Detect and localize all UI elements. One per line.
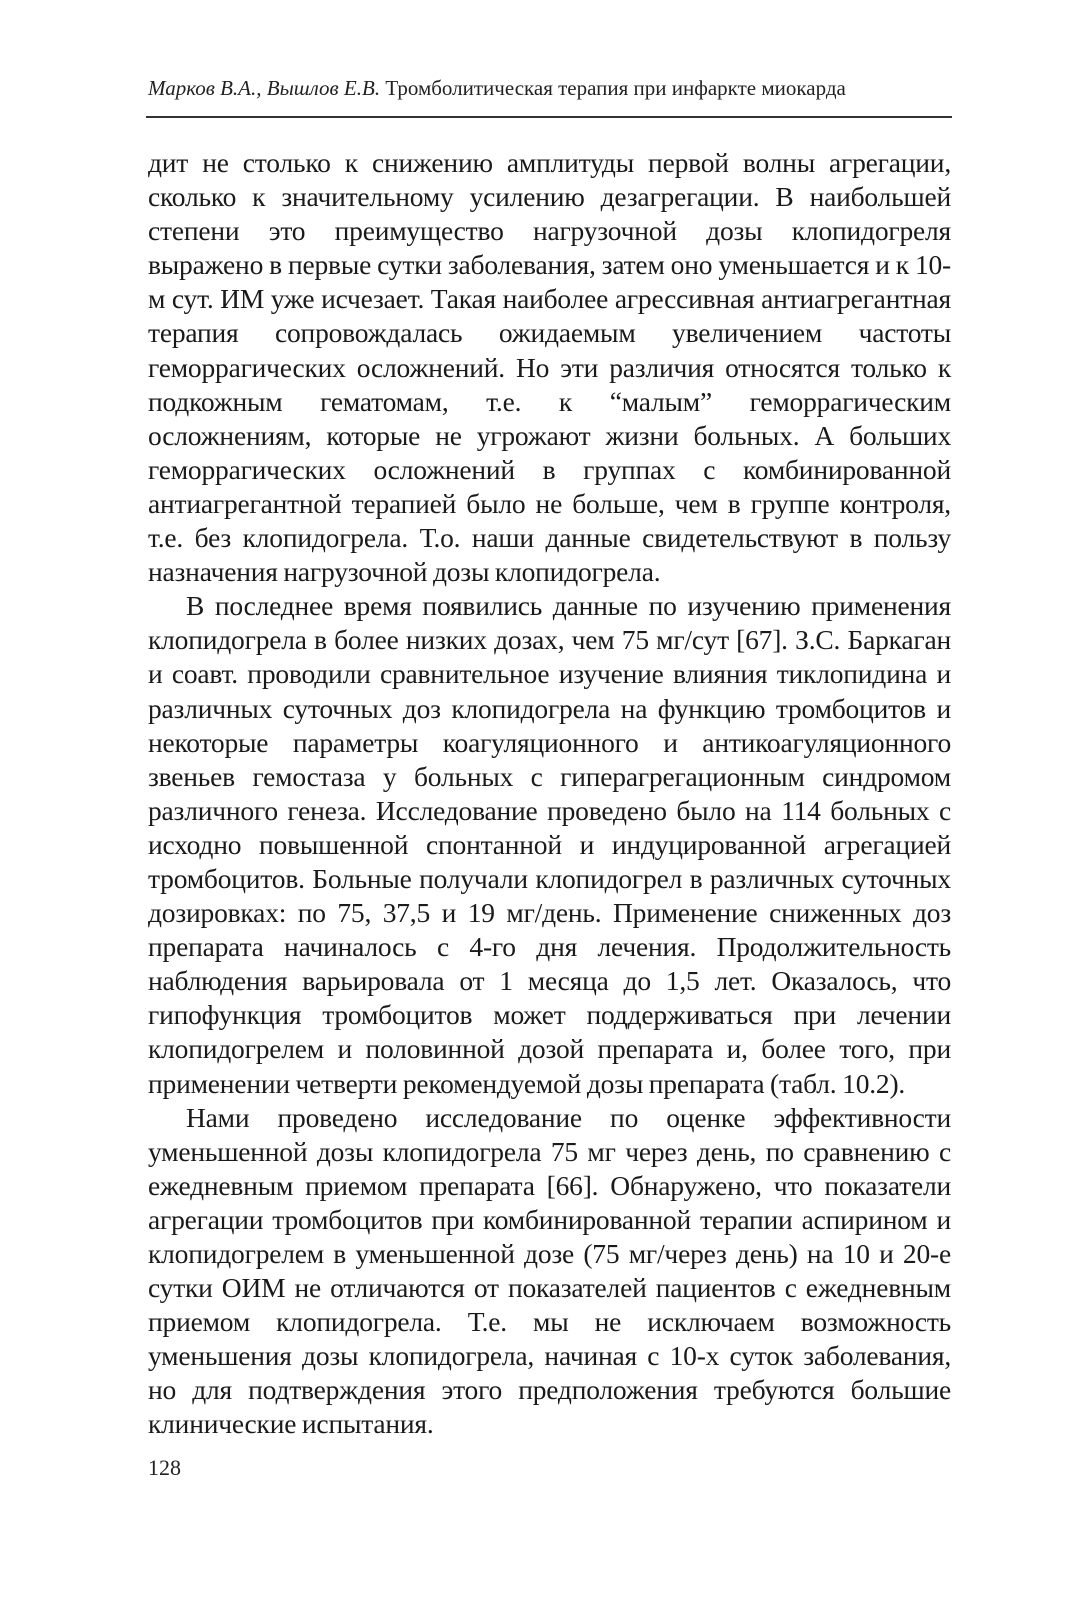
body-text bbox=[148, 146, 951, 1442]
paragraph-3: Нами проведено исследование по оценке эффективности уменьшенной дозы клопидогрела 75 мг через день, по сравнению с ежедневным приемом препарата [66]. Обнаружено, что показатели агрегации тромбоцитов при комбинированной терапии аспирином и клопидогрелем в уменьшенной дозе (75 мг/через день) на 10 и 20-е сутки ОИМ не отличаются от показателей пациентов с ежедневным приемом клопидогрела. Т.е. мы не исключаем возможность уменьшения дозы клопидогрела, начиная с 10-х суток заболевания, но для подтверждения этого предположения требуются большие клинические испытания. bbox=[148, 1101, 951, 1440]
page-number: 128 bbox=[148, 1455, 181, 1480]
header-title: Тромболитическая терапия при инфаркте миокарда bbox=[385, 76, 846, 100]
running-header bbox=[148, 74, 952, 102]
paragraph-2: В последнее время появились данные по изучению применения клопидогрела в более низких дозах, чем 75 мг/сут [67]. З.С. Баркаган и соавт. проводили сравнительное изучение влияния тиклопидина и различных суточных доз клопидогрела на функцию тромбоцитов и некоторые параметры коагуляционного и антикоагуляционного звеньев гемостаза у больных с гиперагрегационным синдромом различного генеза. Исследование проведено было на 114 больных с исходно повышенной спонтанной и индуцированной агрегацией тромбоцитов. Больные получали клопидогрел в различных суточных дозировках: по 75, 37,5 и 19 мг/день. Применение сниженных доз препарата начиналось с 4-го дня лечения. Продолжительность наблюдения варьировала от 1 месяца до 1,5 лет. Оказалось, что гипофункция тромбоцитов может поддерживаться при лечении клопидогрелем и половинной дозой препарата и, более того, при применении четверти рекомендуемой дозы препарата (табл. 10.2). bbox=[148, 590, 951, 1099]
header-authors: Марков В.А., Вышлов Е.В. bbox=[148, 76, 381, 100]
header-rule bbox=[146, 116, 952, 118]
paragraph-1: дит не столько к снижению амплитуды первой волны агрегации, сколько к значительному усилению дезагрегации. В наибольшей степени это преимущество нагрузочной дозы клопидогреля выражено в первые сутки заболевания, затем оно уменьшается и к 10-м сут. ИМ уже исчезает. Такая наиболее агрессивная антиагрегантная терапия сопровождалась ожидаемым увеличением частоты геморрагических осложнений. Но эти различия относятся только к подкожным гематомам, т.е. к “малым” геморрагическим осложнениям, которые не угрожают жизни больных. А больших геморрагических осложнений в группах с комбинированной антиагрегантной терапией было не больше, чем в группе контроля, т.е. без клопидогрела. Т.о. наши данные свидетельствуют в пользу назначения нагрузочной дозы клопидогрела. bbox=[148, 147, 951, 588]
